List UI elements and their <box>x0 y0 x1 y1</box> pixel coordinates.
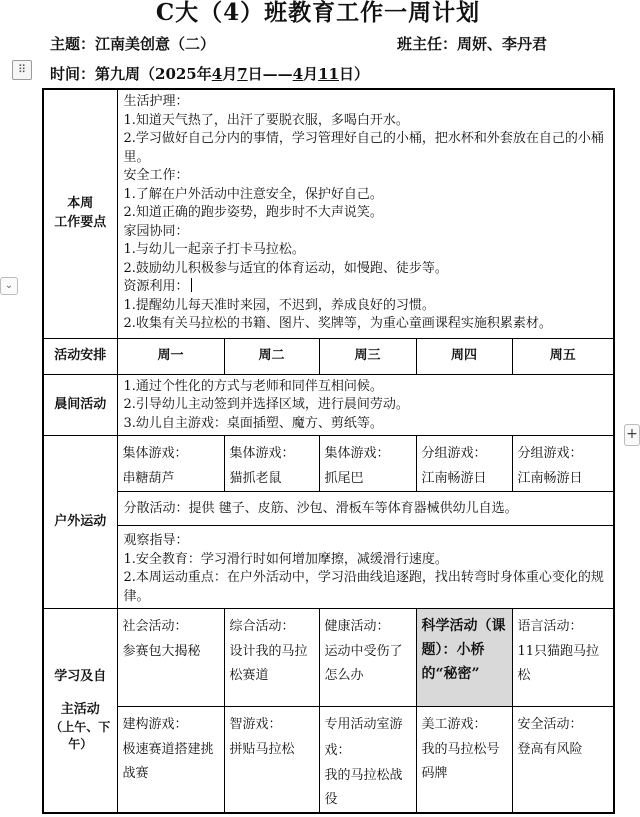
focus-line: 1.提醒幼儿每天准时来园，不迟到，养成良好的习惯。 <box>123 297 435 313</box>
day-monday: 周一 <box>117 338 224 374</box>
outdoor-free-row <box>43 492 614 526</box>
outdoor-game-cell[interactable] <box>117 436 224 492</box>
learning-label-1: 学习及自 <box>54 669 107 684</box>
learning-cell-highlighted[interactable] <box>416 609 512 707</box>
time-label: 时间：第九周（2025年 <box>50 65 212 83</box>
focus-line: 2.鼓励幼儿积极参与适宜的体育运动，如慢跑、徒步等。 <box>123 260 448 276</box>
learning-row-1 <box>43 609 614 707</box>
activity-type: 科学活动（课题）：小桥的“秘密” <box>421 618 506 682</box>
focus-line: 2.收集有关马拉松的书籍、图片、奖牌等，为重心童画课程实施积累素材。 <box>123 316 552 331</box>
month-char: 月 <box>222 65 238 83</box>
game-type: 集体游戏： <box>229 446 295 461</box>
outdoor-label: 户外运动 <box>43 436 117 609</box>
activity-name: 我的马拉松号码牌 <box>421 742 500 781</box>
activity-name: 设计我的马拉松赛道 <box>229 644 308 683</box>
focus-line: 家园协同： <box>123 223 189 239</box>
start-month: 4 <box>211 65 223 83</box>
activity-type: 美工游戏： <box>421 717 487 732</box>
morning-row <box>43 374 614 436</box>
activity-name: 拼贴马拉松 <box>229 742 295 757</box>
text-cursor <box>191 278 192 292</box>
teacher-value: 周妍、李丹君 <box>457 35 548 53</box>
focus-label-2: 工作要点 <box>54 214 107 230</box>
time-line <box>50 64 369 84</box>
morning-content-cell[interactable] <box>117 374 614 436</box>
morning-line: 3.幼儿自主游戏：桌面插塑、魔方、剪纸等。 <box>123 415 383 431</box>
free-play-text: 分散活动：提供 毽子、皮筋、沙包、滑板车等体育器械供幼儿自选。 <box>123 500 518 516</box>
game-type: 分组游戏： <box>517 446 583 461</box>
table-move-handle-icon[interactable]: ⠿ <box>12 60 32 80</box>
days-row <box>43 338 614 374</box>
activity-name: 参赛包大揭秘 <box>122 644 201 659</box>
focus-row <box>43 89 614 338</box>
focus-line: 1.知道天气热了，出汗了要脱衣服，多喝白开水。 <box>123 112 409 128</box>
activity-type: 智游戏： <box>229 717 282 732</box>
game-type: 分组游戏： <box>421 446 487 461</box>
observe-line: 1.安全教育：学习滑行时如何增加摩擦，减缓滑行速度。 <box>123 551 448 567</box>
learning-cell[interactable] <box>224 707 319 814</box>
end-day: 11 <box>318 65 339 83</box>
activity-type: 语言活动： <box>517 619 583 634</box>
morning-label: 晨间活动 <box>43 374 117 436</box>
outdoor-game-cell[interactable] <box>319 436 416 492</box>
morning-line: 1.通过个性化的方式与老师和同伴互相问候。 <box>123 378 383 394</box>
activity-name: 11只猫跑马拉松 <box>517 644 600 683</box>
game-type: 集体游戏： <box>324 446 390 461</box>
activity-name: 我的马拉松战役 <box>324 768 403 807</box>
morning-line: 2.引导幼儿主动签到并选择区域，进行晨间劳动。 <box>123 397 409 412</box>
observe-line: 观察指导： <box>123 533 189 548</box>
outdoor-game-cell[interactable] <box>224 436 319 492</box>
day-dash: 日—— <box>247 65 293 83</box>
day-wednesday: 周三 <box>319 338 416 374</box>
outdoor-game-cell[interactable] <box>416 436 512 492</box>
activity-type: 安全活动： <box>517 717 583 732</box>
observe-line: 2.本周运动重点：在户外活动中，学习沿曲线追逐跑，找出转弯时身体重心变化的规律。 <box>123 570 604 604</box>
focus-content-cell[interactable] <box>117 89 614 338</box>
focus-line: 2.学习做好自己分内的事情，学习管理好自己的小桶，把水杯和外套放在自己的小桶里。 <box>123 131 604 165</box>
activity-type: 建构游戏： <box>122 717 188 732</box>
game-name: 江南畅游日 <box>517 471 583 486</box>
activity-name: 极速赛道搭建挑战赛 <box>122 742 214 781</box>
outdoor-games-row <box>43 436 614 492</box>
add-column-icon[interactable]: + <box>624 424 640 446</box>
focus-label-1: 本周 <box>67 196 94 212</box>
document-title: C大（4）班教育工作一周计划 <box>155 0 481 26</box>
learning-cell[interactable] <box>416 707 512 814</box>
game-name: 江南畅游日 <box>421 471 487 486</box>
theme-line <box>50 34 215 54</box>
end-month: 4 <box>292 65 304 83</box>
activity-type: 健康活动： <box>324 619 390 634</box>
teacher-line <box>397 34 547 54</box>
focus-line: 安全工作： <box>123 168 189 183</box>
free-play-cell[interactable] <box>117 492 614 526</box>
day-close: 日） <box>338 65 369 83</box>
day-friday: 周五 <box>512 338 614 374</box>
month-char-2: 月 <box>303 65 319 83</box>
focus-line: 资源利用： <box>123 279 189 294</box>
teacher-label: 班主任： <box>397 35 458 53</box>
learning-cell[interactable] <box>319 707 416 814</box>
learning-cell[interactable] <box>512 609 614 707</box>
activity-name: 登高有风险 <box>517 742 583 757</box>
game-name: 猫抓老鼠 <box>229 471 282 486</box>
theme-value: 江南美创意（二） <box>95 35 216 53</box>
game-type: 集体游戏： <box>122 446 188 461</box>
learning-label-2: 主活动 <box>60 701 100 717</box>
focus-label-cell <box>43 89 117 338</box>
focus-line-with-cursor <box>124 278 610 297</box>
focus-line: 1.与幼儿一起亲子打卡马拉松。 <box>123 242 305 257</box>
learning-row-2 <box>43 707 614 814</box>
schedule-label: 活动安排 <box>43 338 117 374</box>
day-tuesday: 周二 <box>224 338 319 374</box>
weekly-plan-table <box>42 88 615 814</box>
learning-cell[interactable] <box>117 707 224 814</box>
collapse-chevron-icon[interactable]: ⌄ <box>0 277 18 295</box>
focus-line: 1.了解在户外活动中注意安全，保护好自己。 <box>123 186 383 202</box>
game-name: 抓尾巴 <box>324 471 364 486</box>
learning-label-3: （上午、下午） <box>50 720 111 751</box>
focus-line: 生活护理： <box>123 94 189 109</box>
focus-line: 2.知道正确的跑步姿势，跑步时不大声说笑。 <box>123 205 383 220</box>
learning-cell[interactable] <box>512 707 614 814</box>
start-day: 7 <box>237 65 248 83</box>
theme-label: 主题： <box>50 35 96 53</box>
activity-type: 专用活动室游戏： <box>324 717 403 758</box>
learning-cell[interactable] <box>319 609 416 707</box>
learning-cell[interactable] <box>224 609 319 707</box>
outdoor-observe-row <box>43 526 614 609</box>
learning-label-cell <box>43 609 117 814</box>
activity-type: 社会活动： <box>122 619 188 634</box>
observe-cell[interactable] <box>117 526 614 609</box>
outdoor-game-cell[interactable] <box>512 436 614 492</box>
learning-cell[interactable] <box>117 609 224 707</box>
activity-name: 运动中受伤了怎么办 <box>324 644 403 683</box>
game-name: 串糖葫芦 <box>122 471 175 486</box>
activity-type: 综合活动： <box>229 619 295 634</box>
day-thursday: 周四 <box>416 338 512 374</box>
